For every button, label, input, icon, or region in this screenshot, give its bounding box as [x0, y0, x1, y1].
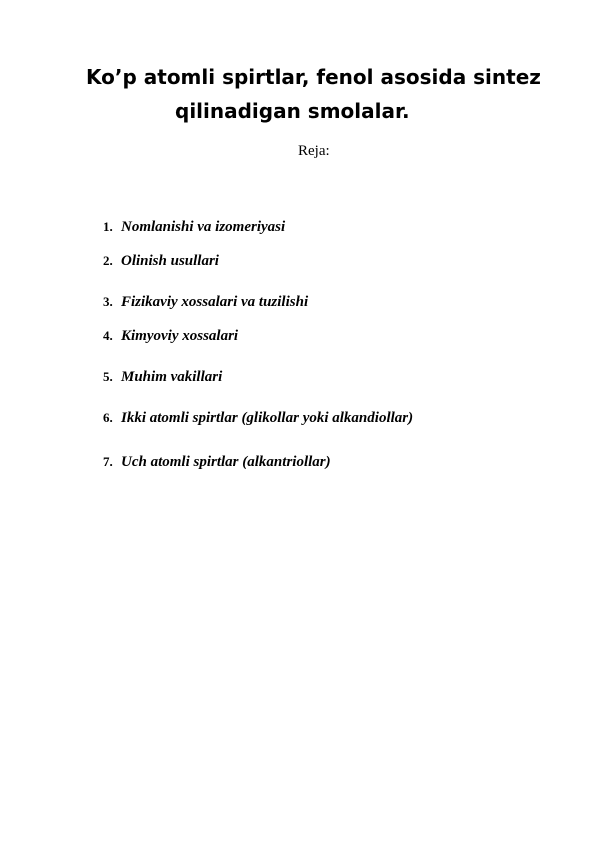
- toc-item-number: 6.: [103, 410, 113, 425]
- toc-item: [103, 368, 222, 386]
- toc-item-text: Ikki atomli spirtlar (glikollar yoki alkandiollar): [121, 410, 414, 426]
- toc-item: [103, 218, 285, 236]
- toc-item-text: Fizikaviy xossalari va tuzilishi: [121, 294, 309, 310]
- plan-heading: Reja:: [298, 143, 330, 159]
- toc-item: [103, 327, 238, 345]
- toc-item-text: Muhim vakillari: [121, 369, 223, 385]
- toc-item-number: 1.: [103, 219, 113, 234]
- document-title-line-2: qilinadigan smolalar.: [175, 99, 410, 123]
- toc-item-number: 7.: [103, 454, 113, 469]
- toc-item-text: Nomlanishi va izomeriyasi: [121, 219, 286, 235]
- toc-item: [103, 453, 331, 471]
- toc-item-number: 2.: [103, 253, 113, 268]
- toc-item: [103, 409, 413, 427]
- toc-item-text: Olinish usullari: [121, 253, 219, 269]
- toc-item-number: 3.: [103, 294, 113, 309]
- document-title: [0, 60, 596, 128]
- toc-item: [103, 252, 219, 270]
- toc-item-number: 5.: [103, 369, 113, 384]
- toc-item-text: Kimyoviy xossalari: [121, 328, 239, 344]
- toc-item-number: 4.: [103, 328, 113, 343]
- toc-item-text: Uch atomli spirtlar (alkantriollar): [121, 454, 331, 470]
- document-title-line-1: Ko’p atomli spirtlar, fenol asosida sintez: [86, 65, 541, 89]
- toc-item: [103, 293, 308, 311]
